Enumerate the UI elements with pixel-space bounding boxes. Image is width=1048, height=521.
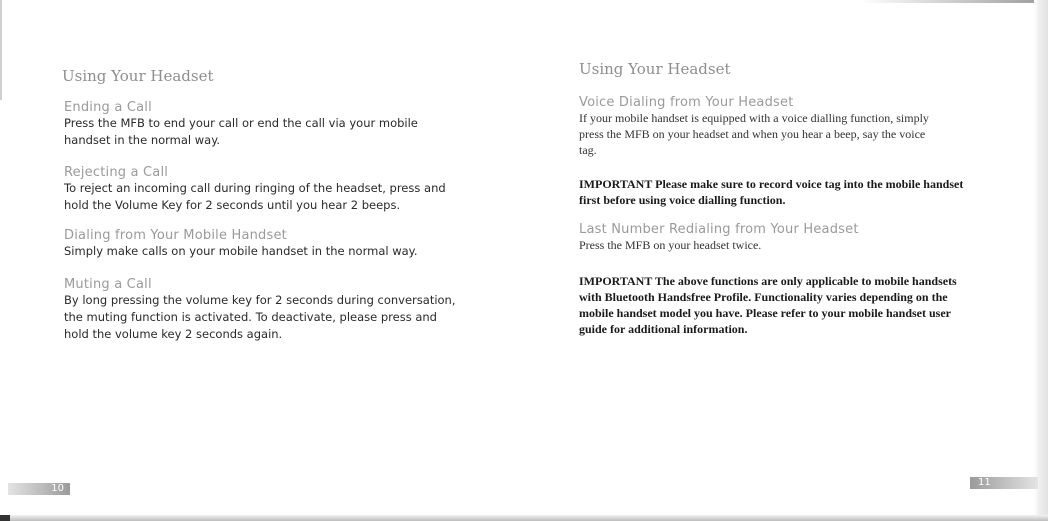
body-line: the muting function is activated. To deactivate, please press and xyxy=(64,310,437,324)
body-line: hold the Volume Key for 2 seconds until you hear 2 beeps. xyxy=(64,198,401,212)
body-line: Press the MFB on your headset twice. xyxy=(579,238,762,252)
important-line: first before using voice dialling function. xyxy=(579,193,786,207)
body-line: press the MFB on your headset and when you hear a beep, say the voice xyxy=(579,127,926,141)
important-note-2 xyxy=(579,273,957,337)
important-line: mobile handset model you have. Please refer to your mobile handset user xyxy=(579,306,951,320)
page-bottom-edge xyxy=(0,515,1048,521)
right-page-title: Using Your Headset xyxy=(579,60,731,78)
section-ending-call xyxy=(64,100,418,149)
body-line: By long pressing the volume key for 2 seconds during conversation, xyxy=(64,293,456,307)
right-page xyxy=(524,0,1048,521)
body-line: tag. xyxy=(579,143,597,157)
important-note-1 xyxy=(579,176,963,208)
page-number: 11 xyxy=(970,477,1038,489)
page-number: 10 xyxy=(8,483,70,495)
body-line: handset in the normal way. xyxy=(64,133,221,147)
section-last-number-redial xyxy=(579,222,859,253)
body-line: Press the MFB to end your call or end the call via your mobile xyxy=(64,116,418,130)
important-line: with Bluetooth Handsfree Profile. Functionality varies depending on the xyxy=(579,290,948,304)
left-page-title: Using Your Headset xyxy=(62,67,214,85)
important-line: IMPORTANT Please make sure to record voice tag into the mobile handset xyxy=(579,177,964,191)
body-line: If your mobile handset is equipped with a voice dialling function, simply xyxy=(579,111,929,125)
section-heading: Muting a Call xyxy=(64,277,152,292)
corner-mark xyxy=(0,515,10,521)
body-line: hold the volume key 2 seconds again. xyxy=(64,327,283,341)
section-rejecting-call xyxy=(64,165,446,214)
section-heading: Ending a Call xyxy=(64,100,152,115)
important-line: IMPORTANT The above functions are only applicable to mobile handsets xyxy=(579,274,957,288)
body-line: Simply make calls on your mobile handset in the normal way. xyxy=(64,244,418,258)
section-muting-call xyxy=(64,277,456,343)
section-heading: Rejecting a Call xyxy=(64,165,169,180)
section-dialing-from-mobile xyxy=(64,228,418,260)
important-line: guide for additional information. xyxy=(579,322,748,336)
section-voice-dialing xyxy=(579,95,929,158)
section-heading: Voice Dialing from Your Headset xyxy=(579,95,794,110)
section-heading: Last Number Redialing from Your Headset xyxy=(579,222,859,237)
body-line: To reject an incoming call during ringing of the headset, press and xyxy=(64,181,446,195)
section-heading: Dialing from Your Mobile Handset xyxy=(64,228,287,243)
